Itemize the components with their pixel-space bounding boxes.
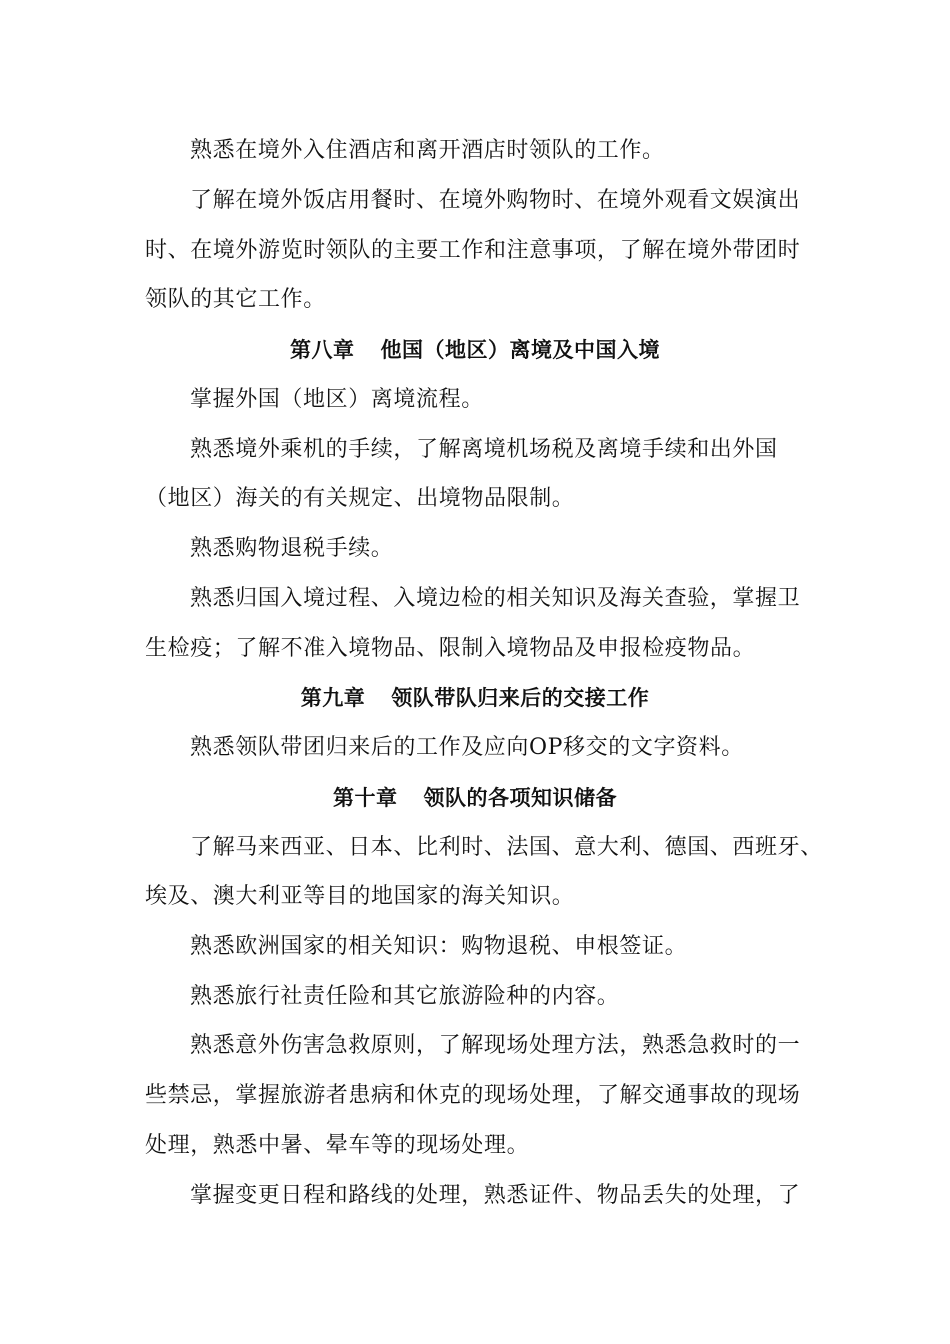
- paragraph-line: （地区）海关的有关规定、出境物品限制。: [145, 486, 575, 511]
- paragraph-line: 领队的其它工作。: [145, 287, 326, 312]
- paragraph-line: 熟悉领队带团归来后的工作及应向OP移交的文字资料。: [190, 735, 744, 760]
- chapter-number: 第九章: [300, 686, 366, 710]
- paragraph-line: 处理，熟悉中暑、晕车等的现场处理。: [145, 1133, 530, 1158]
- paragraph-line: 掌握外国（地区）离境流程。: [190, 387, 484, 412]
- chapter-number: 第八章: [290, 338, 355, 362]
- paragraph-line: 了解在境外饭店用餐时、在境外购物时、在境外观看文娱演出: [190, 188, 801, 213]
- chapter-number: 第十章: [333, 786, 398, 810]
- paragraph-line: 些禁忌，掌握旅游者患病和休克的现场处理，了解交通事故的现场: [145, 1083, 801, 1108]
- paragraph-line: 熟悉旅行社责任险和其它旅游险种的内容。: [190, 984, 620, 1009]
- chapter-heading: [0, 683, 950, 713]
- chapter-heading: [0, 783, 950, 813]
- paragraph-line: 熟悉境外乘机的手续，了解离境机场税及离境手续和出外国: [190, 437, 778, 462]
- chapter-heading: [0, 335, 950, 365]
- paragraph-line: 埃及、澳大利亚等目的地国家的海关知识。: [145, 884, 575, 909]
- paragraph-line: 熟悉欧洲国家的相关知识：购物退税、申根签证。: [190, 934, 688, 959]
- chapter-title: 领队带队归来后的交接工作: [391, 686, 650, 710]
- paragraph-line: 熟悉意外伤害急救原则，了解现场处理方法，熟悉急救时的一: [190, 1033, 801, 1058]
- paragraph-line: 熟悉购物退税手续。: [190, 536, 394, 561]
- paragraph-line: 熟悉归国入境过程、入境边检的相关知识及海关查验，掌握卫: [190, 586, 801, 611]
- paragraph-line: 熟悉在境外入住酒店和离开酒店时领队的工作。: [190, 138, 665, 163]
- paragraph-line: 了解马来西亚、日本、比利时、法国、意大利、德国、西班牙、: [190, 835, 823, 860]
- paragraph-line: 时、在境外游览时领队的主要工作和注意事项，了解在境外带团时: [145, 238, 801, 263]
- paragraph-line: 掌握变更日程和路线的处理，熟悉证件、物品丢失的处理，了: [190, 1183, 801, 1208]
- chapter-title: 领队的各项知识储备: [423, 786, 617, 810]
- paragraph-line: 生检疫；了解不准入境物品、限制入境物品及申报检疫物品。: [145, 636, 756, 661]
- chapter-title: 他国（地区）离境及中国入境: [380, 338, 660, 362]
